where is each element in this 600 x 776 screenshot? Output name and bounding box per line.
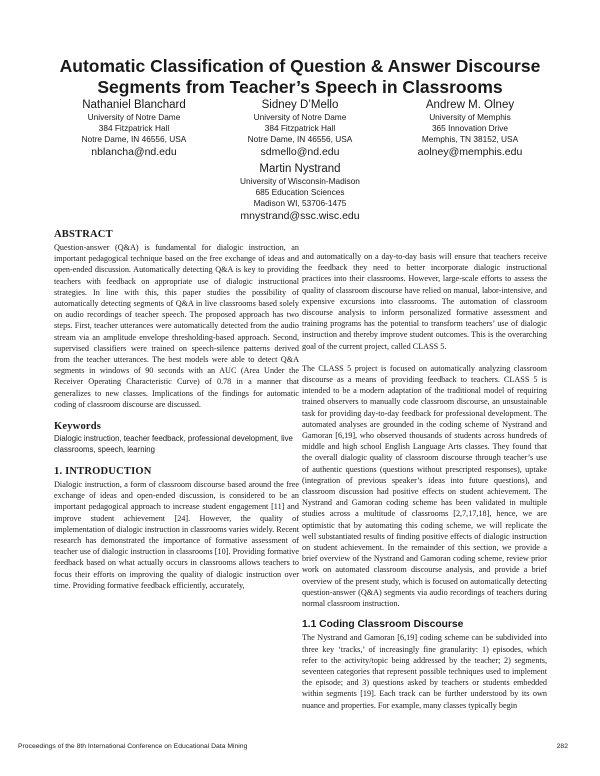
author-city: Notre Dame, IN 46556, USA	[247, 134, 353, 144]
author-address: 384 Fitzpatrick Hall	[98, 123, 170, 133]
author-name: Martin Nystrand	[259, 163, 341, 175]
abstract-text: Question-answer (Q&A) is fundamental for dialogic instruction, an important pedagogical technique based on the free exchange of ideas and open-ended discussion. Automatically detecting Q&A is key to providing teachers with feedback on appropriate use of dialogic instructional strategies. In line with this, this paper studies the possibility of automatically detecting segments of Q&A in live classrooms based solely on audio recordings of teacher speech. The proposed approach has two steps. First, teacher utterances were automatically detected from the audio stream via an amplitude envelope thresholding-based approach. Second, supervised classifiers were trained on speech-silence patterns derived from the teacher utterances. The best models were able to detect Q&A segments in windows of 90 seconds with an AUC (Area Under the Receiver Operating Characteristic Curve) of 0.78 in a manner that generalizes to new classes. Implications of the findings for automatic coding of classroom discourse are discussed.	[54, 243, 299, 409]
body-paragraph: The Nystrand and Gamoran [6,19] coding scheme can be subdivided into three key ‘tracks,’ of increasingly fine granularity: 1) episodes, which refer to the activity/topic being addressed by the teacher; 2) segments, seventeen categories that represent possible techniques used to implement the episode; and 3) questions asked by teachers or students embedded within segments [19]. Each track can be further understood by its own nuance and properties. For example, many classes typically begin	[302, 633, 547, 710]
author-address: 685 Education Sciences	[255, 187, 345, 197]
left-column	[54, 228, 299, 591]
paper-title	[40, 56, 560, 98]
right-column	[302, 251, 547, 711]
author-affiliation: University of Wisconsin-Madison	[240, 176, 360, 186]
abstract-heading: ABSTRACT	[54, 229, 113, 240]
introduction-heading: 1. INTRODUCTION	[54, 466, 152, 478]
title-line: Segments from Teacher’s Speech in Classrooms	[97, 77, 503, 97]
body-paragraph: The CLASS 5 project is focused on automatically analyzing classroom discourse as a means of providing feedback to teachers. CLASS 5 is intended to be a modern adaptation of the traditional model of requiring trained observers to manually code classroom discourse, an unsustainable task for providing day-to-day feedback for professional development. The automated analyses are grounded in the coding scheme of Nystrand and Gamoran [6,19], who observed thousands of students across hundreds of middle and high school English Language Arts classes. They found that the overall dialogic quality of classroom discourse through teacher’s use of authentic questions (questions without prescripted responses), uptake (integration of previous speaker’s ideas into future questions), and classroom discussion had positive effects on student achievement. The Nystrand and Gamoran coding scheme has been validated in multiple studies across a multitude of classrooms [2,7,17,18], hence, we are optimistic that by automating this coding scheme, we will replicate the well substantiated results of finding positive effects of dialogic instruction on student achievement. In the remainder of this section, we provide a brief overview of the Nystrand and Gamoran coding scheme, review prior work on automated classroom discourse analysis, and provide a brief overview of the present study, which is focused on automatically detecting question-answer (Q&A) segments via audio recordings of teachers during normal classroom instruction.	[302, 363, 547, 609]
author-affiliation: University of Notre Dame	[253, 112, 347, 122]
author-address: 365 Innovation Drive	[431, 123, 509, 133]
author-address: 384 Fitzpatrick Hall	[264, 123, 336, 133]
keywords-text: Dialogic instruction, teacher feedback, professional development, live classrooms, speech, learning	[54, 434, 293, 454]
author-name: Sidney D’Mello	[261, 99, 339, 111]
author-email: nblancha@nd.edu	[91, 146, 177, 158]
introduction-text: Dialogic instruction, a form of classroom discourse based around the free exchange of ideas and open-ended discussion, is considered to be an important pedagogical approach to increase student engagement [11] and improve student achievement [24]. However, the quality of implementation of dialogic instruction in classrooms varies widely. Recent research has demonstrated the importance of formative assessment of teacher use of dialogic instruction in classrooms [10]. Providing formative feedback based on what actually occurs in classrooms allows teachers to focus their efforts on improving the quality of dialogic instruction over time. Providing formative feedback efficiently, accurately,	[54, 480, 299, 590]
author-affiliation: University of Notre Dame	[87, 112, 181, 122]
author-affiliation: University of Memphis	[429, 112, 511, 122]
title-line: Automatic Classification of Question & Answer Discourse	[59, 56, 541, 76]
author-block	[215, 98, 385, 159]
subsection-heading: 1.1 Coding Classroom Discourse	[302, 619, 464, 631]
author-block	[385, 98, 555, 159]
author-name: Nathaniel Blanchard	[82, 99, 186, 111]
author-email: sdmello@nd.edu	[260, 146, 340, 158]
keywords-heading: Keywords	[54, 421, 102, 433]
author-city: Madison WI, 53706-1475	[253, 198, 347, 208]
page-footer	[18, 743, 578, 750]
author-email: mnystrand@ssc.wisc.edu	[240, 210, 360, 222]
author-name: Andrew M. Olney	[425, 99, 515, 111]
page-number: 282	[556, 743, 568, 750]
author-block	[49, 98, 219, 159]
author-city: Memphis, TN 38152, USA	[421, 134, 519, 144]
footer-proceedings: Proceedings of the 8th International Conference on Educational Data Mining	[18, 743, 248, 750]
body-paragraph: and automatically on a day-to-day basis will ensure that teachers receive the feedback they need to better incorporate dialogic instructional practices into their classrooms. However, large-scale efforts to assess the quality of classroom discourse have relied on manual, labor-intensive, and expensive excursions into classrooms. The automation of classroom discourse analysis to inform personalized formative assessment and training programs has the potential to transform teachers’ use of dialogic instruction and thereby improve student outcomes. This is the overarching goal of the current project, called CLASS 5.	[302, 252, 547, 351]
author-email: aolney@memphis.edu	[417, 146, 523, 158]
author-block	[215, 162, 385, 223]
author-city: Notre Dame, IN 46556, USA	[81, 134, 187, 144]
